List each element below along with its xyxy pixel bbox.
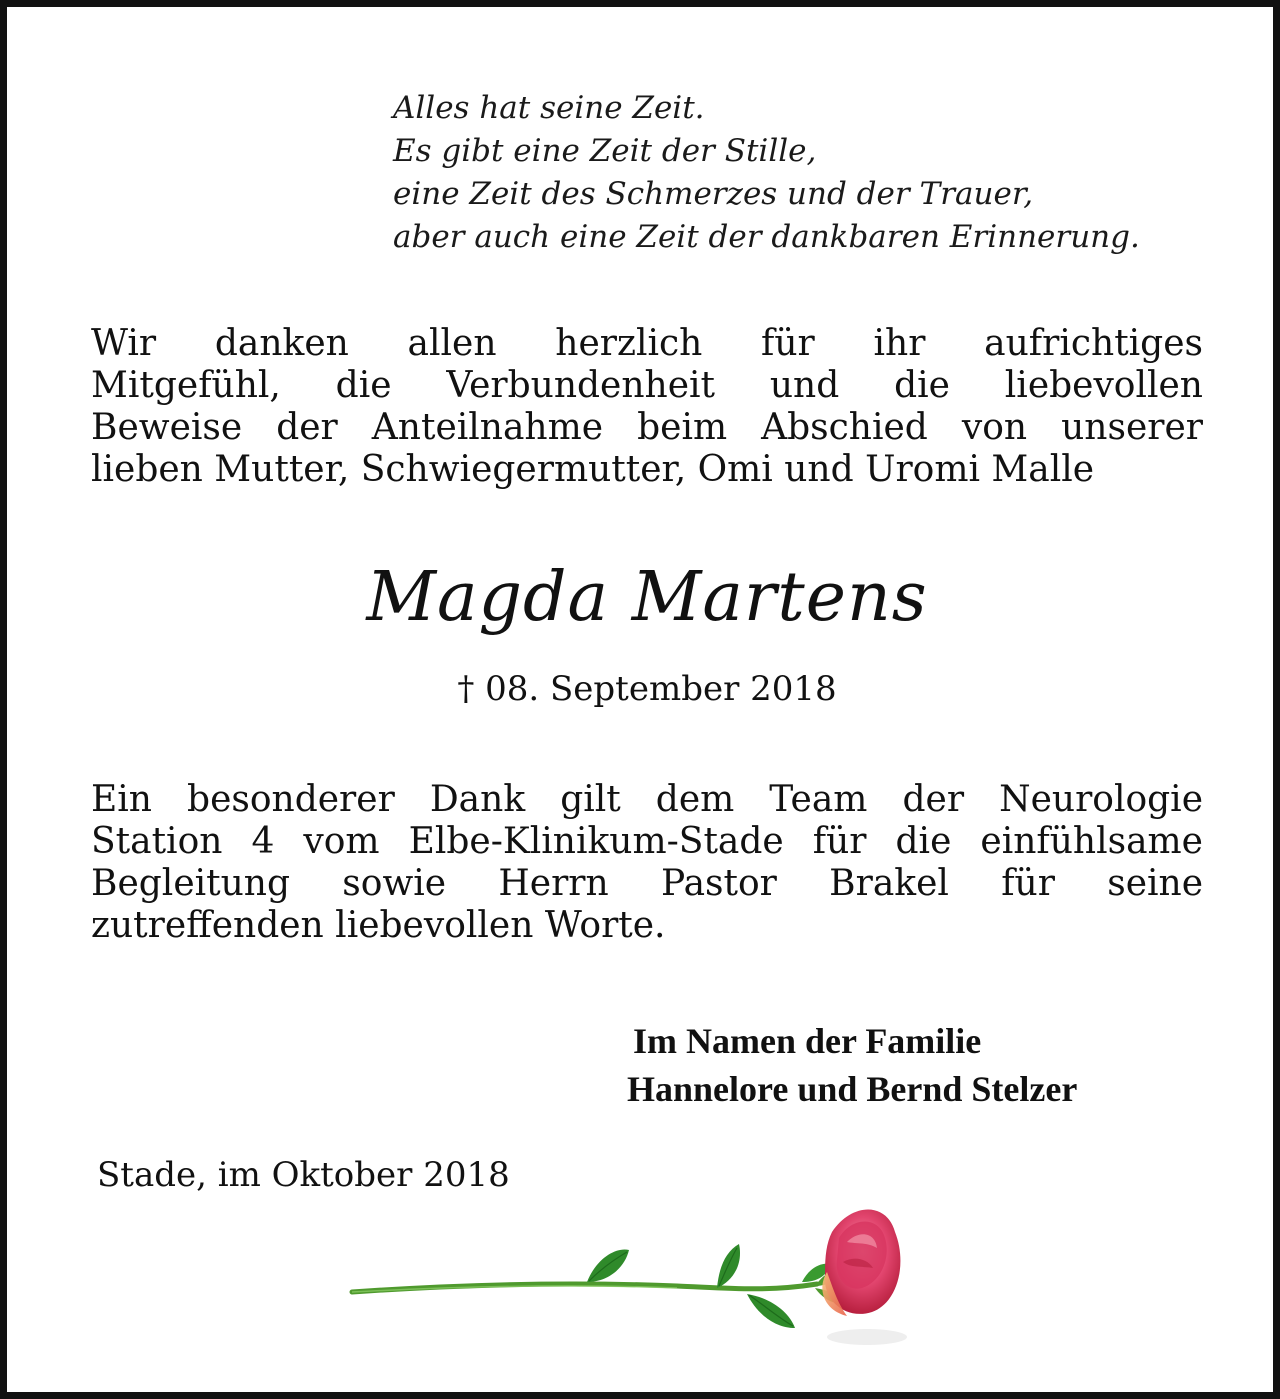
- poem: [393, 87, 1213, 259]
- place-date: Stade, im Oktober 2018: [97, 1155, 510, 1195]
- special-thanks-paragraph: [91, 779, 1203, 947]
- rose-icon: [347, 1202, 917, 1362]
- paragraph-line: Beweise der Anteilnahme beim Abschied von unserer: [91, 407, 1203, 448]
- paragraph-line: Mitgefühl, die Verbundenheit und die liebevollen: [91, 365, 1203, 406]
- deceased-name: Magda Martens: [366, 558, 928, 637]
- poem-line: Es gibt eine Zeit der Stille,: [393, 133, 817, 169]
- rose-stem: [352, 1284, 817, 1292]
- poem-line: Alles hat seine Zeit.: [393, 90, 705, 126]
- paragraph-line: Ein besonderer Dank gilt dem Team der Neurologie: [91, 779, 1203, 820]
- paragraph-line: lieben Mutter, Schwiegermutter, Omi und Uromi Malle: [91, 449, 1095, 490]
- paragraph-line: Wir danken allen herzlich für ihr aufrichtiges: [91, 323, 1203, 364]
- family-signature: [627, 1017, 1227, 1113]
- paragraph-line: Begleitung sowie Herrn Pastor Brakel für seine: [91, 863, 1203, 904]
- thanks-paragraph: [91, 323, 1203, 491]
- death-date: † 08. September 2018: [457, 669, 837, 709]
- paragraph-line: zutreffenden liebevollen Worte.: [91, 905, 666, 946]
- signature-line: Im Namen der Familie: [633, 1021, 982, 1061]
- paragraph-line: Station 4 vom Elbe-Klinikum-Stade für die einfühlsame: [91, 821, 1203, 862]
- poem-line: eine Zeit des Schmerzes und der Trauer,: [393, 176, 1034, 212]
- poem-line: aber auch eine Zeit der dankbaren Erinnerung.: [393, 219, 1140, 255]
- signature-names: Hannelore und Bernd Stelzer: [627, 1069, 1078, 1109]
